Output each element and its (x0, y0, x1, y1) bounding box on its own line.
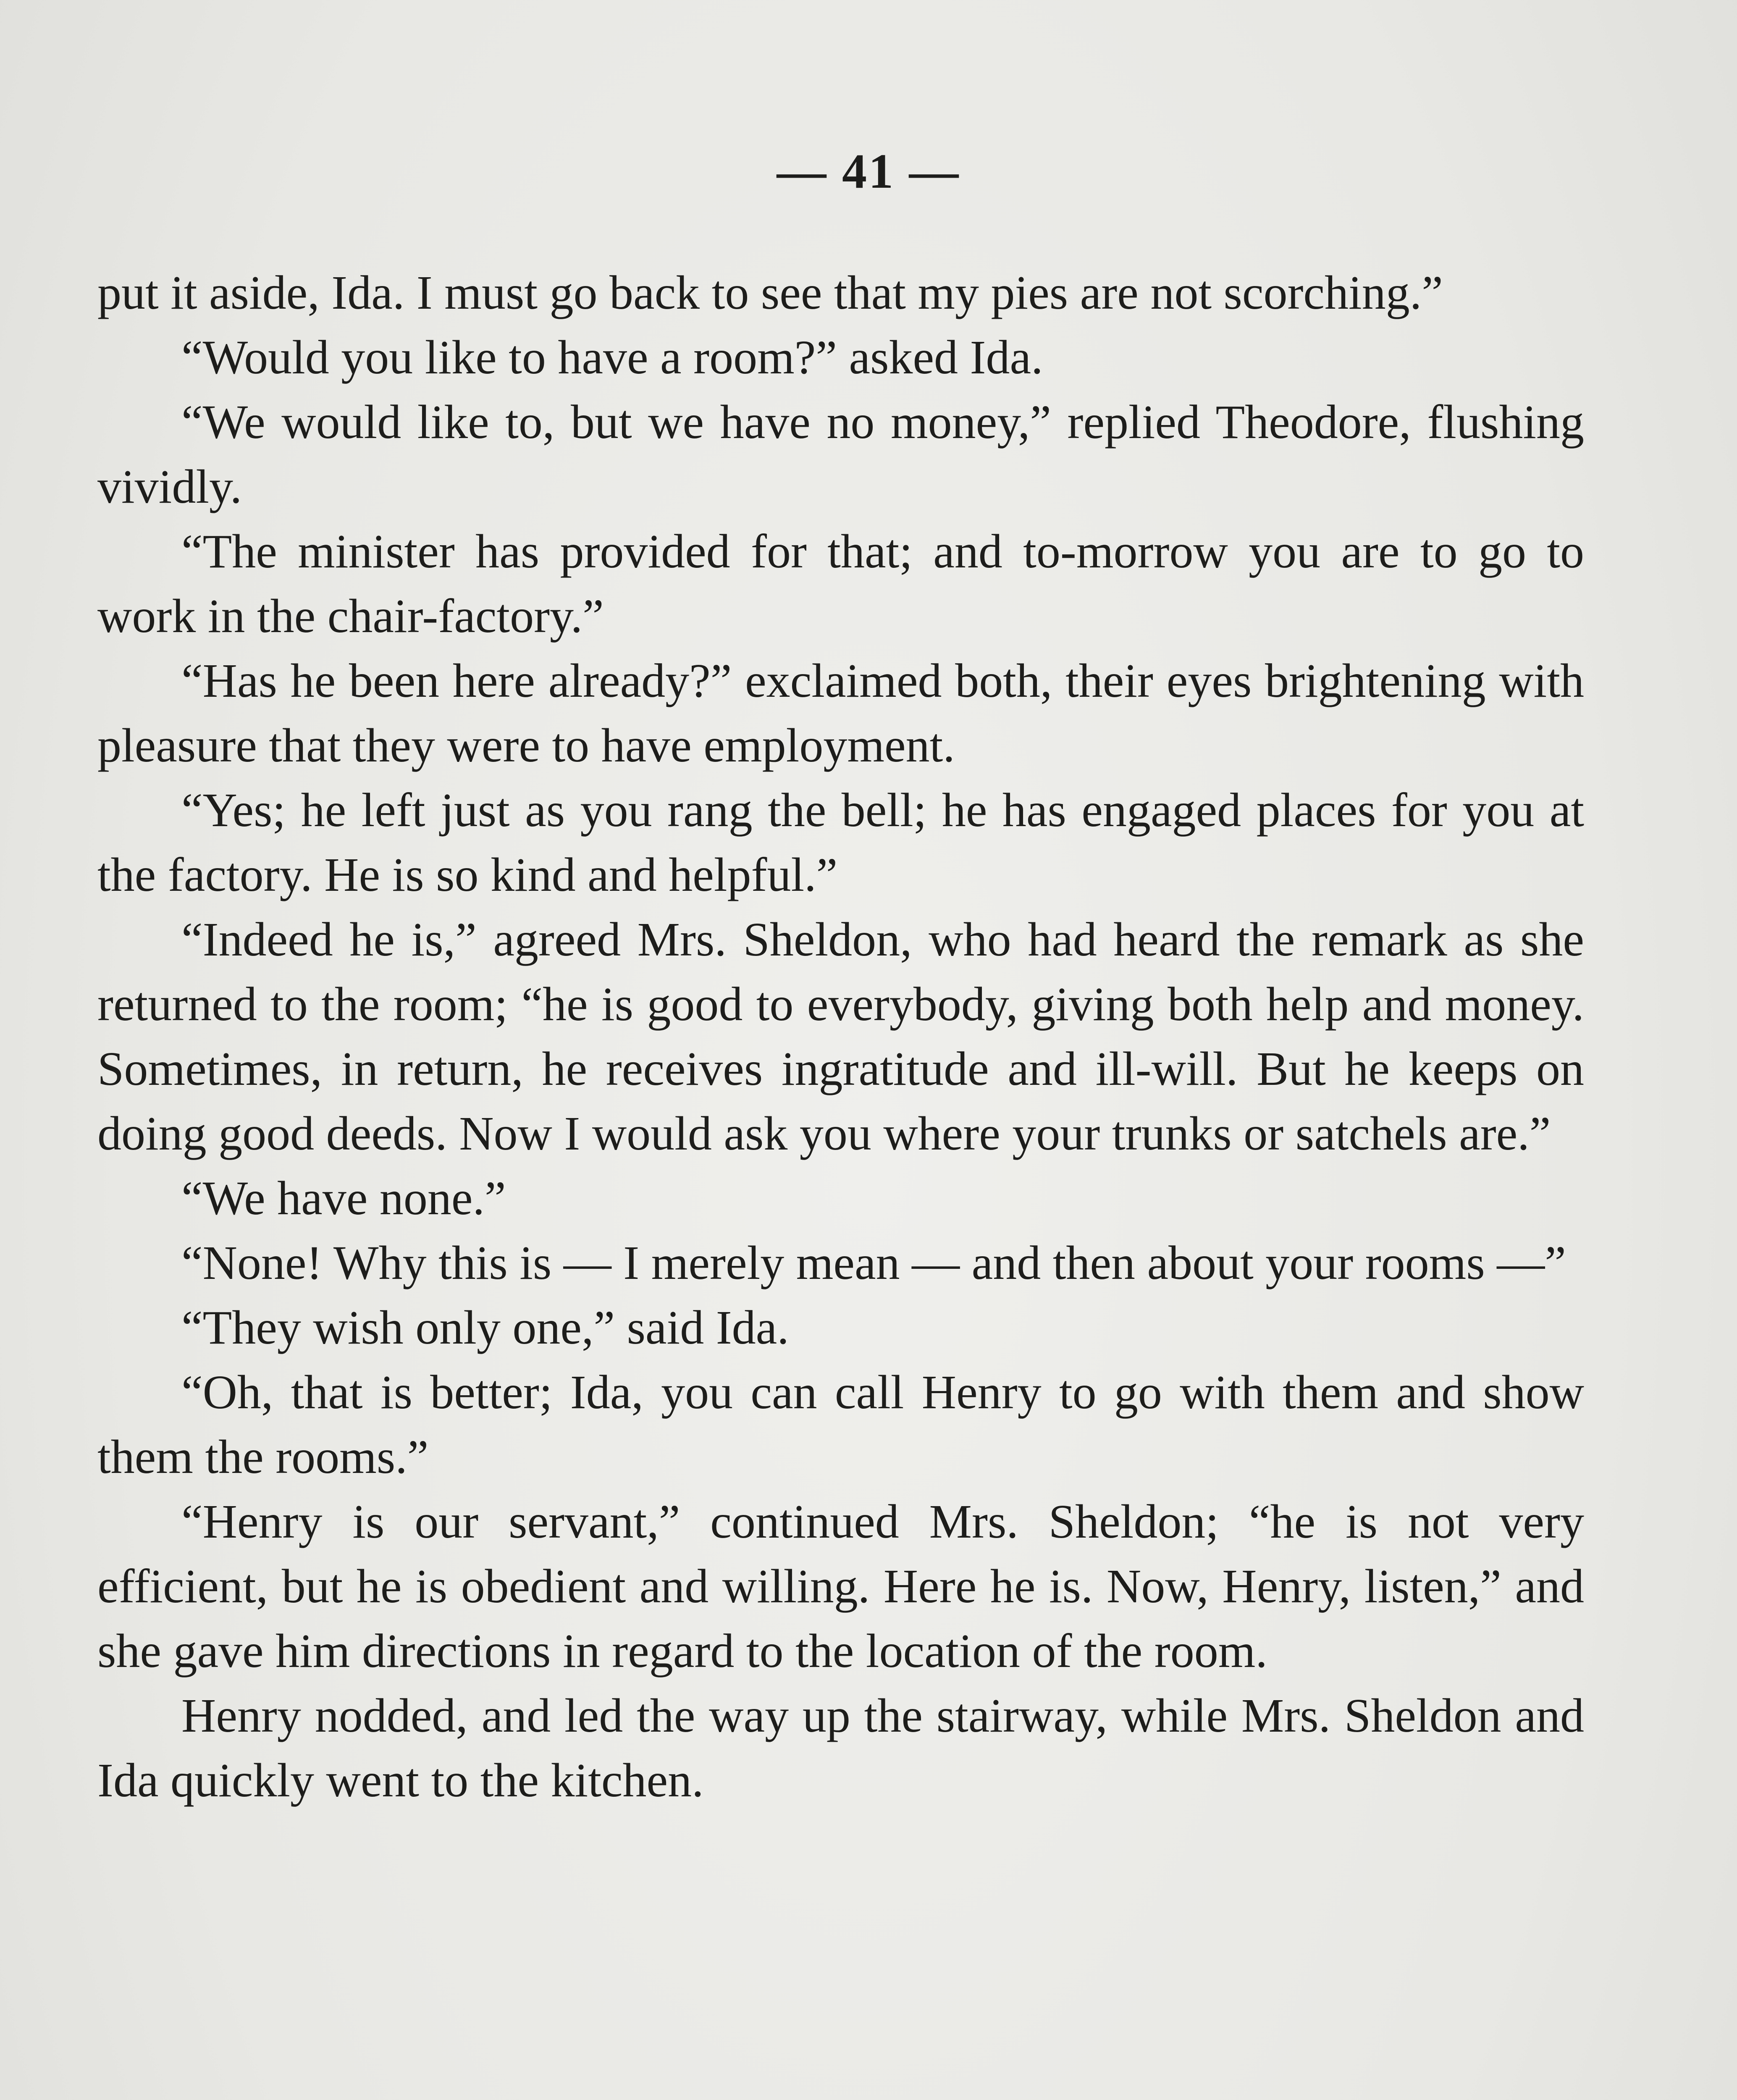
page-number: — 41 — (777, 144, 960, 199)
paragraph: put it aside, Ida. I must go back to see that my pies are not scorching.” (97, 266, 1443, 319)
paragraph: “Would you like to have a room?” asked Ida. (181, 331, 1043, 384)
paragraph: “Henry is our servant,” continued Mrs. Sheldon; “he is not very efficient, but he is obedient and willing. Here he is. Now, Henry, listen,” and she gave him directions in regard to the location of the room. (97, 1495, 1584, 1677)
paragraph: “They wish only one,” said Ida. (181, 1301, 789, 1354)
paragraph: “None! Why this is — I merely mean — and then about your rooms —” (181, 1236, 1566, 1289)
paragraph: “We have none.” (181, 1171, 506, 1225)
paragraph: “Oh, that is better; Ida, you can call Henry to go with them and show them the rooms.” (97, 1365, 1584, 1483)
paragraph: “Indeed he is,” agreed Mrs. Sheldon, who had heard the remark as she returned to the room; “he is good to everybody, giving both help and money. Sometimes, in return, he receives ingratitude and ill-will. But he keeps on doing good deeds. Now I would ask you where your trunks or satchels are.” (97, 913, 1584, 1160)
paragraph: “The minister has provided for that; and to-morrow you are to go to work in the chair-factory.” (97, 525, 1584, 643)
body-text (97, 260, 1584, 1813)
paragraph: Henry nodded, and led the way up the stairway, while Mrs. Sheldon and Ida quickly went to the kitchen. (97, 1689, 1584, 1807)
paragraph: “Has he been here already?” exclaimed both, their eyes brightening with pleasure that they were to have employment. (97, 654, 1584, 772)
paragraph: “We would like to, but we have no money,” replied Theodore, flushing vividly. (97, 395, 1584, 513)
paragraph: “Yes; he left just as you rang the bell; he has engaged places for you at the factory. He is so kind and helpful.” (97, 783, 1584, 901)
